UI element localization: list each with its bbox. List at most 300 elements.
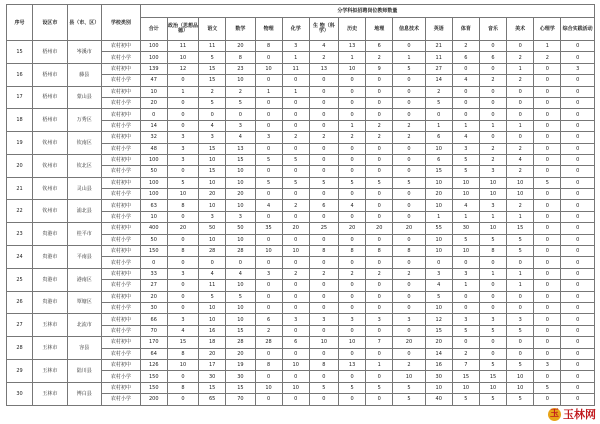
cell-value: 5 — [282, 154, 309, 165]
cell-value: 5 — [393, 382, 425, 393]
cell-school-type: 农村小学 — [102, 143, 141, 154]
cell-value: 0 — [561, 97, 595, 108]
cell-value: 0 — [561, 359, 595, 370]
cell-value: 2 — [366, 132, 393, 143]
cell-value: 5 — [366, 382, 393, 393]
cell-value: 0 — [507, 132, 534, 143]
cell-value: 47 — [140, 75, 167, 86]
cell-school-type: 农村小学 — [102, 75, 141, 86]
cell-value: 0 — [167, 291, 198, 302]
cell-value: 1 — [425, 211, 452, 222]
table-row — [7, 41, 595, 52]
cell-value: 0 — [282, 109, 309, 120]
cell-value: 0 — [534, 314, 561, 325]
header-subject: 英语 — [425, 18, 452, 41]
cell-value: 65 — [199, 394, 226, 405]
cell-value: 0 — [534, 280, 561, 291]
cell-value: 3 — [452, 143, 479, 154]
cell-value: 0 — [282, 394, 309, 405]
cell-value: 1 — [339, 120, 366, 131]
cell-value: 0 — [561, 75, 595, 86]
cell-value: 0 — [452, 109, 479, 120]
cell-value: 16 — [425, 359, 452, 370]
cell-value: 0 — [255, 234, 282, 245]
cell-value: 1 — [366, 359, 393, 370]
cell-value: 3 — [479, 166, 506, 177]
cell-value: 3 — [534, 359, 561, 370]
cell-school-type: 农村小学 — [102, 348, 141, 359]
cell-value: 2 — [282, 132, 309, 143]
cell-value: 2 — [452, 348, 479, 359]
cell-value: 0 — [167, 75, 198, 86]
cell-county: 蒙山县 — [67, 86, 101, 109]
cell-value: 40 — [425, 394, 452, 405]
cell-value: 6 — [366, 41, 393, 52]
cell-value: 0 — [339, 291, 366, 302]
cell-school-type: 农村小学 — [102, 394, 141, 405]
cell-value: 10 — [452, 189, 479, 200]
cell-value: 2 — [507, 166, 534, 177]
cell-county: 港南区 — [67, 268, 101, 291]
table-row — [7, 109, 595, 120]
cell-value: 0 — [309, 86, 338, 97]
cell-value: 100 — [140, 154, 167, 165]
cell-value: 2 — [282, 268, 309, 279]
cell-value: 0 — [282, 189, 309, 200]
cell-value: 3 — [479, 200, 506, 211]
cell-value: 3 — [309, 314, 338, 325]
cell-school-type: 农村初中 — [102, 132, 141, 143]
table-row — [7, 132, 595, 143]
cell-value: 15 — [199, 75, 226, 86]
cell-value: 50 — [140, 166, 167, 177]
cell-value: 0 — [309, 166, 338, 177]
cell-value: 10 — [393, 371, 425, 382]
cell-value: 0 — [167, 257, 198, 268]
cell-value: 5 — [452, 154, 479, 165]
cell-value: 5 — [479, 325, 506, 336]
cell-value: 0 — [534, 325, 561, 336]
cell-value: 20 — [167, 223, 198, 234]
cell-value: 0 — [393, 75, 425, 86]
cell-value: 0 — [534, 154, 561, 165]
cell-value: 13 — [226, 143, 255, 154]
cell-value: 1 — [255, 86, 282, 97]
cell-value: 3 — [167, 132, 198, 143]
cell-value: 10 — [140, 86, 167, 97]
cell-value: 0 — [534, 189, 561, 200]
cell-value: 2 — [199, 86, 226, 97]
cell-value: 3 — [167, 314, 198, 325]
cell-school-type: 农村初中 — [102, 359, 141, 370]
cell-value: 0 — [393, 109, 425, 120]
cell-value: 8 — [309, 246, 338, 257]
cell-value: 3 — [452, 268, 479, 279]
cell-value: 20 — [339, 223, 366, 234]
header-subject: 语文 — [199, 18, 226, 41]
header-subject: 音乐 — [479, 18, 506, 41]
header-subject: 信息技术 — [393, 18, 425, 41]
cell-value: 150 — [140, 246, 167, 257]
cell-value: 3 — [366, 314, 393, 325]
cell-value: 3 — [167, 268, 198, 279]
cell-school-type: 农村小学 — [102, 371, 141, 382]
cell-value: 5 — [255, 154, 282, 165]
cell-value: 0 — [534, 291, 561, 302]
cell-value: 0 — [339, 211, 366, 222]
cell-value: 2 — [226, 86, 255, 97]
cell-value: 10 — [507, 382, 534, 393]
cell-value: 10 — [226, 200, 255, 211]
cell-value: 6 — [479, 52, 506, 63]
cell-school-type: 农村初中 — [102, 246, 141, 257]
cell-value: 15 — [226, 382, 255, 393]
cell-value: 0 — [167, 234, 198, 245]
cell-value: 0 — [479, 41, 506, 52]
cell-value: 0 — [479, 109, 506, 120]
cell-value: 2 — [479, 75, 506, 86]
table-row — [7, 291, 595, 302]
cell-value: 18 — [199, 337, 226, 348]
cell-value: 6 — [452, 52, 479, 63]
cell-school-type: 农村小学 — [102, 97, 141, 108]
cell-value: 3 — [255, 268, 282, 279]
cell-value: 3 — [425, 268, 452, 279]
cell-value: 11 — [425, 52, 452, 63]
cell-value: 0 — [199, 109, 226, 120]
cell-value: 10 — [452, 382, 479, 393]
cell-value: 10 — [452, 177, 479, 188]
cell-value: 12 — [425, 314, 452, 325]
cell-value: 10 — [226, 280, 255, 291]
cell-value: 0 — [452, 63, 479, 74]
cell-value: 15 — [452, 371, 479, 382]
cell-value: 15 — [199, 166, 226, 177]
cell-value: 0 — [393, 97, 425, 108]
cell-value: 16 — [199, 325, 226, 336]
cell-value: 0 — [255, 52, 282, 63]
cell-value: 5 — [507, 359, 534, 370]
cell-value: 0 — [534, 97, 561, 108]
cell-value: 10 — [199, 302, 226, 313]
cell-city: 玉林市 — [33, 359, 67, 382]
cell-value: 0 — [452, 97, 479, 108]
cell-value: 20 — [425, 337, 452, 348]
cell-value: 0 — [282, 280, 309, 291]
cell-value: 3 — [561, 63, 595, 74]
cell-value: 0 — [255, 257, 282, 268]
cell-value: 0 — [561, 268, 595, 279]
cell-value: 0 — [339, 189, 366, 200]
cell-value: 0 — [534, 109, 561, 120]
cell-value: 0 — [393, 154, 425, 165]
cell-value: 11 — [282, 63, 309, 74]
cell-value: 8 — [255, 359, 282, 370]
cell-value: 0 — [282, 291, 309, 302]
cell-value: 10 — [167, 189, 198, 200]
cell-value: 0 — [339, 86, 366, 97]
cell-value: 0 — [366, 291, 393, 302]
cell-value: 0 — [534, 371, 561, 382]
cell-value: 4 — [255, 200, 282, 211]
cell-city: 贵港市 — [33, 223, 67, 246]
cell-value: 0 — [534, 348, 561, 359]
cell-city: 钦州市 — [33, 200, 67, 223]
cell-value: 4 — [507, 154, 534, 165]
cell-school-type: 农村小学 — [102, 166, 141, 177]
cell-value: 1 — [452, 120, 479, 131]
cell-value: 0 — [309, 371, 338, 382]
cell-seq: 24 — [7, 246, 33, 269]
cell-city: 玉林市 — [33, 382, 67, 405]
table-row — [7, 382, 595, 393]
cell-value: 4 — [167, 325, 198, 336]
cell-school-type: 农村小学 — [102, 257, 141, 268]
cell-value: 5 — [309, 177, 338, 188]
cell-value: 5 — [282, 177, 309, 188]
cell-county: 钦北区 — [67, 154, 101, 177]
cell-value: 0 — [452, 337, 479, 348]
cell-city: 梧州市 — [33, 41, 67, 64]
table-row — [7, 359, 595, 370]
cell-seq: 17 — [7, 86, 33, 109]
cell-value: 0 — [393, 280, 425, 291]
cell-school-type: 农村初中 — [102, 291, 141, 302]
header-subject: 美术 — [507, 18, 534, 41]
cell-value: 0 — [393, 211, 425, 222]
cell-value: 4 — [226, 132, 255, 143]
cell-value: 0 — [561, 291, 595, 302]
cell-value: 8 — [366, 246, 393, 257]
cell-value: 3 — [226, 211, 255, 222]
cell-value: 2 — [452, 41, 479, 52]
cell-value: 5 — [309, 382, 338, 393]
cell-county: 钦南区 — [67, 132, 101, 155]
header-county: 县（市、区） — [67, 5, 101, 41]
cell-value: 11 — [199, 41, 226, 52]
cell-value: 0 — [339, 143, 366, 154]
cell-value: 5 — [339, 382, 366, 393]
cell-city: 梧州市 — [33, 109, 67, 132]
header-subject: 地理 — [366, 18, 393, 41]
cell-value: 10 — [507, 177, 534, 188]
cell-value: 0 — [167, 109, 198, 120]
cell-value: 11 — [199, 280, 226, 291]
cell-value: 50 — [226, 223, 255, 234]
cell-value: 64 — [140, 348, 167, 359]
cell-value: 0 — [282, 143, 309, 154]
cell-value: 1 — [507, 268, 534, 279]
table-header — [7, 5, 595, 41]
cell-value: 10 — [425, 177, 452, 188]
cell-value: 70 — [140, 325, 167, 336]
cell-value: 0 — [366, 154, 393, 165]
cell-value: 0 — [425, 109, 452, 120]
cell-value: 0 — [534, 132, 561, 143]
cell-value: 0 — [393, 257, 425, 268]
cell-value: 3 — [199, 211, 226, 222]
cell-value: 1 — [507, 280, 534, 291]
cell-value: 10 — [199, 314, 226, 325]
cell-value: 1 — [393, 52, 425, 63]
cell-value: 10 — [226, 314, 255, 325]
cell-value: 6 — [425, 154, 452, 165]
cell-value: 5 — [167, 177, 198, 188]
cell-value: 28 — [255, 337, 282, 348]
cell-value: 0 — [507, 86, 534, 97]
cell-value: 0 — [534, 143, 561, 154]
cell-value: 0 — [309, 143, 338, 154]
cell-value: 10 — [282, 246, 309, 257]
cell-value: 0 — [309, 120, 338, 131]
cell-seq: 29 — [7, 359, 33, 382]
header-subject: 物理 — [255, 18, 282, 41]
cell-value: 2 — [339, 132, 366, 143]
cell-value: 0 — [507, 97, 534, 108]
cell-value: 15 — [199, 63, 226, 74]
cell-value: 3 — [255, 132, 282, 143]
cell-seq: 22 — [7, 200, 33, 223]
watermark-logo-icon: 玉 — [549, 408, 559, 419]
cell-value: 2 — [255, 325, 282, 336]
cell-school-type: 农村小学 — [102, 189, 141, 200]
cell-value: 10 — [309, 337, 338, 348]
cell-value: 10 — [479, 382, 506, 393]
cell-value: 2 — [425, 86, 452, 97]
cell-school-type: 农村小学 — [102, 302, 141, 313]
cell-value: 2 — [309, 268, 338, 279]
cell-value: 0 — [561, 302, 595, 313]
cell-value: 66 — [140, 314, 167, 325]
cell-value: 5 — [479, 394, 506, 405]
cell-value: 10 — [226, 234, 255, 245]
cell-value: 0 — [339, 280, 366, 291]
cell-value: 9 — [366, 63, 393, 74]
cell-value: 0 — [534, 268, 561, 279]
cell-value: 0 — [393, 234, 425, 245]
cell-value: 4 — [226, 268, 255, 279]
cell-value: 0 — [366, 211, 393, 222]
cell-value: 5 — [452, 394, 479, 405]
cell-value: 0 — [561, 314, 595, 325]
header-subject: 生 物（科学） — [309, 18, 338, 41]
cell-value: 10 — [339, 63, 366, 74]
cell-seq: 30 — [7, 382, 33, 405]
cell-value: 5 — [199, 52, 226, 63]
cell-value: 23 — [226, 63, 255, 74]
cell-value: 20 — [226, 41, 255, 52]
cell-value: 55 — [425, 223, 452, 234]
cell-value: 0 — [534, 200, 561, 211]
cell-value: 0 — [366, 302, 393, 313]
cell-value: 0 — [479, 337, 506, 348]
cell-school-type: 农村初中 — [102, 109, 141, 120]
table-row — [7, 268, 595, 279]
cell-value: 10 — [479, 177, 506, 188]
cell-value: 0 — [479, 348, 506, 359]
cell-value: 6 — [255, 314, 282, 325]
cell-value: 0 — [479, 257, 506, 268]
cell-value: 0 — [534, 120, 561, 131]
cell-value: 200 — [140, 394, 167, 405]
cell-value: 0 — [366, 75, 393, 86]
cell-value: 0 — [339, 234, 366, 245]
cell-value: 48 — [140, 143, 167, 154]
cell-value: 10 — [507, 371, 534, 382]
cell-value: 30 — [140, 302, 167, 313]
cell-value: 3 — [452, 314, 479, 325]
cell-value: 0 — [561, 280, 595, 291]
cell-value: 0 — [309, 291, 338, 302]
cell-value: 0 — [452, 291, 479, 302]
cell-value: 4 — [452, 132, 479, 143]
cell-value: 0 — [339, 348, 366, 359]
cell-value: 3 — [226, 120, 255, 131]
cell-value: 0 — [366, 234, 393, 245]
cell-value: 5 — [393, 394, 425, 405]
cell-value: 5 — [452, 166, 479, 177]
cell-value: 5 — [507, 325, 534, 336]
cell-value: 0 — [507, 257, 534, 268]
cell-value: 10 — [425, 246, 452, 257]
cell-value: 20 — [366, 223, 393, 234]
cell-value: 10 — [255, 246, 282, 257]
cell-value: 50 — [199, 223, 226, 234]
cell-value: 0 — [167, 280, 198, 291]
cell-value: 0 — [479, 291, 506, 302]
cell-value: 10 — [282, 382, 309, 393]
cell-value: 0 — [282, 371, 309, 382]
cell-value: 35 — [255, 223, 282, 234]
cell-value: 4 — [199, 268, 226, 279]
cell-value: 3 — [339, 314, 366, 325]
cell-value: 170 — [140, 337, 167, 348]
cell-value: 0 — [534, 337, 561, 348]
cell-value: 0 — [561, 154, 595, 165]
cell-value: 0 — [309, 75, 338, 86]
cell-value: 0 — [561, 394, 595, 405]
cell-value: 0 — [366, 109, 393, 120]
cell-value: 0 — [339, 75, 366, 86]
cell-city: 玉林市 — [33, 337, 67, 360]
cell-value: 1 — [167, 86, 198, 97]
cell-value: 0 — [366, 394, 393, 405]
cell-school-type: 农村初中 — [102, 200, 141, 211]
cell-value: 0 — [282, 97, 309, 108]
cell-school-type: 农村小学 — [102, 211, 141, 222]
cell-value: 0 — [561, 52, 595, 63]
cell-value: 4 — [309, 41, 338, 52]
cell-value: 3 — [167, 143, 198, 154]
cell-county: 万秀区 — [67, 109, 101, 132]
cell-city: 梧州市 — [33, 86, 67, 109]
cell-value: 2 — [479, 143, 506, 154]
cell-value: 0 — [534, 86, 561, 97]
cell-value: 0 — [167, 211, 198, 222]
cell-school-type: 农村小学 — [102, 325, 141, 336]
cell-value: 0 — [255, 302, 282, 313]
cell-county: 博白县 — [67, 382, 101, 405]
cell-value: 0 — [255, 120, 282, 131]
cell-value: 30 — [452, 223, 479, 234]
cell-city: 玉林市 — [33, 314, 67, 337]
cell-value: 0 — [561, 177, 595, 188]
header-subject: 数学 — [226, 18, 255, 41]
cell-value: 3 — [282, 41, 309, 52]
cell-value: 2 — [507, 200, 534, 211]
cell-value: 0 — [309, 280, 338, 291]
cell-value: 3 — [199, 132, 226, 143]
